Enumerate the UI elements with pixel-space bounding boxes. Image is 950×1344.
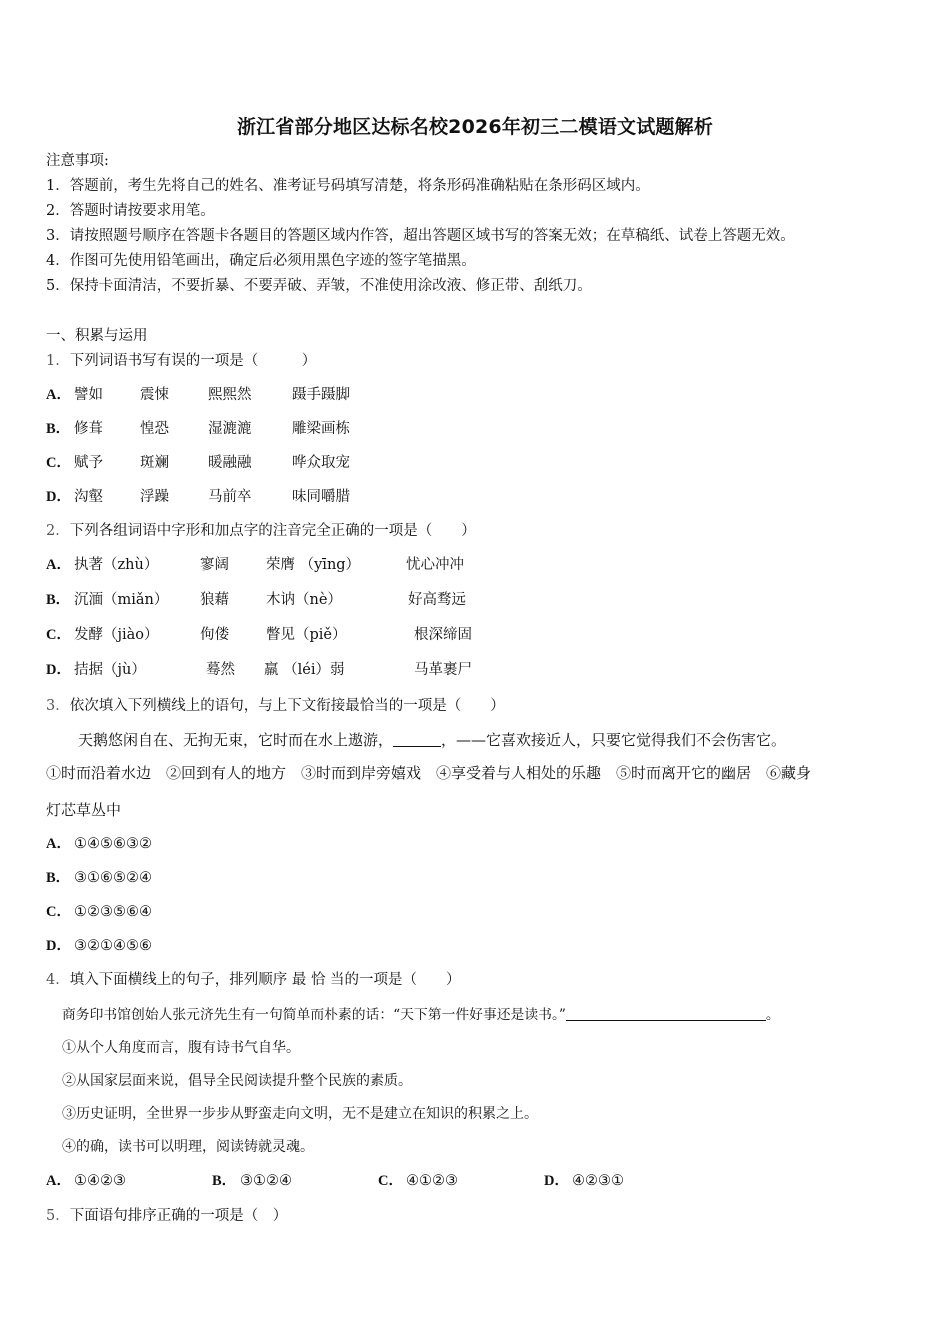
option-word: 蹑手蹑脚 xyxy=(292,387,350,403)
option-word: 惶恐 xyxy=(140,421,169,437)
option-label: D． xyxy=(46,662,71,678)
question-3 xyxy=(46,696,505,716)
option-word: 熙熙然 xyxy=(208,387,252,403)
fill-blank xyxy=(393,731,441,747)
option-label: A． xyxy=(46,1173,71,1189)
option-d[interactable] xyxy=(46,487,350,507)
question-stem: 下列词语书写有误的一项是（ ） xyxy=(69,353,317,369)
section-heading: 一、积累与运用 xyxy=(46,328,148,344)
option-text: ③②①④⑤⑥ xyxy=(74,938,152,954)
option-word: 譬如 xyxy=(74,387,103,403)
question-number: 4． xyxy=(46,972,70,988)
option-word: 浮躁 xyxy=(140,489,169,505)
option-a[interactable] xyxy=(46,834,152,854)
option-a[interactable] xyxy=(46,1171,212,1191)
notice-item: 2．答题时请按要求用笔。 xyxy=(46,203,215,219)
option-word: 好高骛远 xyxy=(408,592,466,608)
option-word: 赋予 xyxy=(74,455,103,471)
option-word: 沉湎（miǎn） xyxy=(74,592,169,608)
option-word: 沟壑 xyxy=(74,489,103,505)
option-label: B． xyxy=(212,1173,237,1189)
option-word: 蓦然 xyxy=(206,662,235,678)
option-b[interactable] xyxy=(46,590,466,610)
option-text: ③①②④ xyxy=(240,1173,292,1189)
option-text: ①④②③ xyxy=(74,1173,126,1189)
option-label: C． xyxy=(46,455,71,471)
option-label: B． xyxy=(46,592,71,608)
option-label: D． xyxy=(46,489,71,505)
option-a[interactable] xyxy=(46,555,464,575)
option-word: 瞥见（piě） xyxy=(266,627,347,643)
notice-item: 1．答题前，考生先将自己的姓名、准考证号码填写清楚，将条形码准确粘贴在条形码区域内。 xyxy=(46,178,650,194)
option-label: C． xyxy=(378,1173,403,1189)
option-label: A． xyxy=(46,836,71,852)
choices-line: 灯芯草丛中 xyxy=(46,801,122,819)
option-word: 味同嚼腊 xyxy=(292,489,350,505)
passage-end: 。 xyxy=(765,1007,780,1023)
sentence: ②从国家层面来说，倡导全民阅读提升整个民族的素质。 xyxy=(62,1073,412,1089)
option-word: 寥阔 xyxy=(200,557,229,573)
option-text: ④①②③ xyxy=(406,1173,458,1189)
notice-item: 3．请按照题号顺序在答题卡各题目的答题区域内作答，超出答题区域书写的答案无效；在草稿纸、试卷上答题无效。 xyxy=(46,228,795,244)
question-number: 1． xyxy=(46,353,70,369)
question-stem: 下列各组词语中字形和加点字的注音完全正确的一项是（ ） xyxy=(69,523,476,539)
passage xyxy=(62,1004,780,1025)
sentence: ③历史证明，全世界一步步从野蛮走向文明，无不是建立在知识的积累之上。 xyxy=(62,1106,538,1122)
option-word: 暖融融 xyxy=(208,455,252,471)
option-text: ①④⑤⑥③② xyxy=(74,836,152,852)
question-2 xyxy=(46,521,476,541)
sentence: ①从个人角度而言，腹有诗书气自华。 xyxy=(62,1040,300,1056)
option-c[interactable] xyxy=(46,902,152,922)
option-label: C． xyxy=(46,627,71,643)
option-word: 佝偻 xyxy=(200,627,229,643)
question-stem: 下面语句排序正确的一项是（ ） xyxy=(69,1208,288,1224)
passage xyxy=(78,730,786,750)
option-word: 根深缔固 xyxy=(414,627,472,643)
option-label: B． xyxy=(46,870,71,886)
option-row xyxy=(46,1171,624,1191)
option-label: A． xyxy=(46,387,71,403)
fill-blank xyxy=(566,1004,766,1021)
option-a[interactable] xyxy=(46,385,350,405)
option-text: ④②③① xyxy=(572,1173,624,1189)
option-d[interactable] xyxy=(544,1171,624,1191)
question-4 xyxy=(46,970,461,990)
notice-heading: 注意事项: xyxy=(46,153,109,169)
option-word: 执著（zhù） xyxy=(74,557,159,573)
option-label: A． xyxy=(46,557,71,573)
option-word: 狼藉 xyxy=(200,592,229,608)
option-d[interactable] xyxy=(46,936,152,956)
option-b[interactable] xyxy=(46,419,350,439)
page-title: 浙江省部分地区达标名校2026年初三二模语文试题解析 xyxy=(236,116,714,138)
option-word: 拮据（jù） xyxy=(74,662,146,678)
notice-item: 5．保持卡面清洁，不要折暴、不要弄破、弄皱，不准使用涂改液、修正带、刮纸刀。 xyxy=(46,278,592,294)
option-d[interactable] xyxy=(46,660,472,680)
option-c[interactable] xyxy=(378,1171,544,1191)
question-stem: 依次填入下列横线上的语句，与上下文衔接最恰当的一项是（ ） xyxy=(69,698,505,714)
option-text: ①②③⑤⑥④ xyxy=(74,904,152,920)
option-word: 雕梁画栋 xyxy=(292,421,350,437)
option-word: 羸 （léi）弱 xyxy=(264,662,345,678)
option-word: 斑斓 xyxy=(140,455,169,471)
option-word: 湿漉漉 xyxy=(208,421,252,437)
option-label: B． xyxy=(46,421,71,437)
option-b[interactable] xyxy=(212,1171,378,1191)
choices-line: ①时而沿着水边 ②回到有人的地方 ③时而到岸旁嬉戏 ④享受着与人相处的乐趣 ⑤时而离开它的幽居 ⑥藏身 xyxy=(46,764,812,782)
question-stem: 填入下面横线上的句子，排列顺序 最 恰 当的一项是（ ） xyxy=(69,972,461,988)
passage-text: 天鹅悠闲自在、无拘无束，它时而在水上遨游， xyxy=(78,731,394,749)
option-word: 发酵（jiào） xyxy=(74,627,159,643)
option-label: D． xyxy=(46,938,71,954)
option-word: 马革裹尸 xyxy=(414,662,472,678)
option-word: 哗众取宠 xyxy=(292,455,350,471)
option-word: 震悚 xyxy=(140,387,169,403)
option-c[interactable] xyxy=(46,453,350,473)
option-b[interactable] xyxy=(46,868,152,888)
question-1 xyxy=(46,351,316,371)
option-c[interactable] xyxy=(46,625,472,645)
question-number: 5． xyxy=(46,1208,70,1224)
question-number: 2． xyxy=(46,523,70,539)
option-word: 荣膺 （yīng） xyxy=(266,557,361,573)
option-label: C． xyxy=(46,904,71,920)
question-5 xyxy=(46,1206,287,1226)
notice-item: 4．作图可先使用铅笔画出，确定后必须用黑色字迹的签字笔描黑。 xyxy=(46,253,476,269)
option-word: 木讷（nè） xyxy=(266,592,342,608)
option-text: ③①⑥⑤②④ xyxy=(74,870,152,886)
question-number: 3． xyxy=(46,698,70,714)
option-word: 忧心冲冲 xyxy=(406,557,464,573)
option-word: 修葺 xyxy=(74,421,103,437)
passage-text: ，——它喜欢接近人，只要它觉得我们不会伤害它。 xyxy=(441,731,787,749)
option-word: 马前卒 xyxy=(208,489,252,505)
sentence: ④的确，读书可以明理，阅读铸就灵魂。 xyxy=(62,1139,314,1155)
option-label: D． xyxy=(544,1173,569,1189)
passage-text: 商务印书馆创始人张元济先生有一句简单而朴素的话：“天下第一件好事还是读书。” xyxy=(62,1007,566,1023)
